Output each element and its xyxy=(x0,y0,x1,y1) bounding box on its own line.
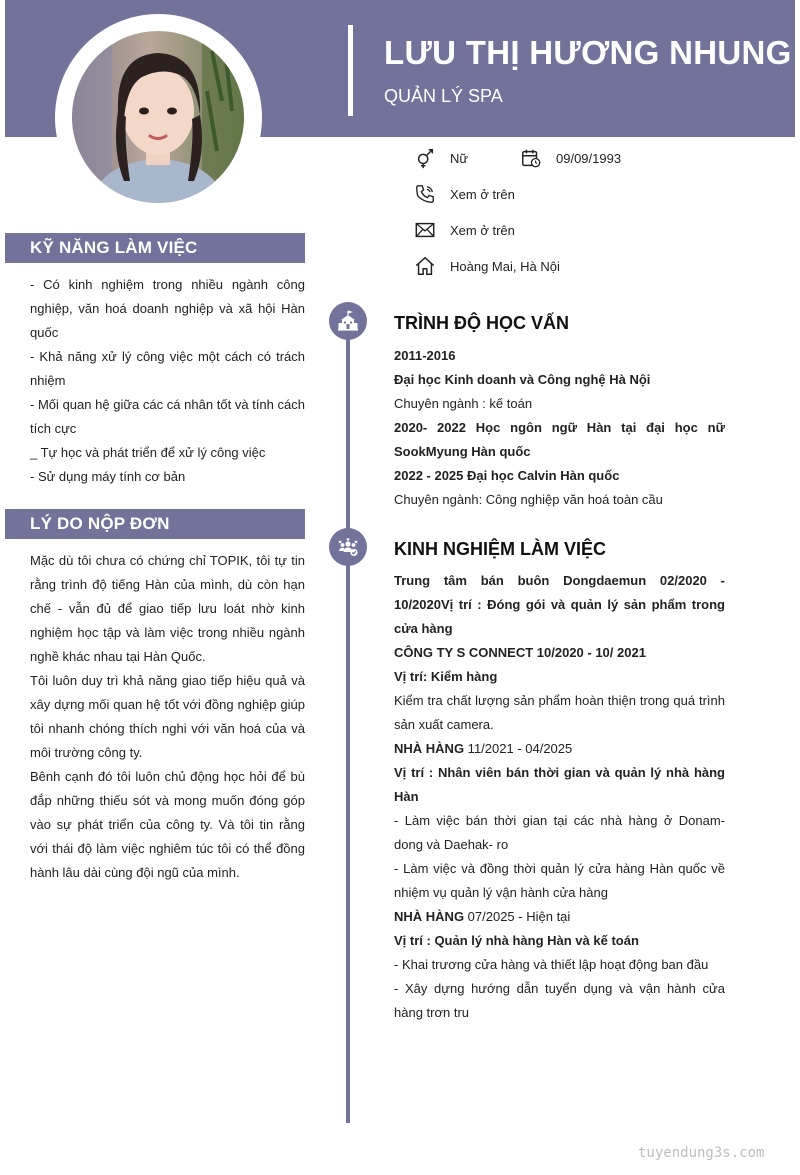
experience-description: - Xây dựng hướng dẫn tuyển dụng và vận hành cửa hàng trơn tru xyxy=(394,981,725,1020)
experience-period: 11/2021 - 04/2025 xyxy=(464,741,573,756)
experience-description: - Khai trương cửa hàng và thiết lập hoạt động ban đầu xyxy=(394,957,709,972)
skill-item: - Có kinh nghiệm trong nhiều ngành công nghiệp, văn hoá doanh nghiệp và xã hội Hàn quốc xyxy=(30,277,305,340)
skills-list xyxy=(30,273,305,489)
calendar-icon xyxy=(520,147,542,169)
experience-description: - Làm việc bán thời gian tại các nhà hàng ở Donam- dong và Daehak- ro xyxy=(394,813,725,852)
contact-phone xyxy=(414,182,515,206)
avatar xyxy=(72,31,244,203)
education-content xyxy=(394,344,725,512)
experience-role: Vị trí : Nhân viên bán thời gian và quản lý nhà hàng Hàn xyxy=(394,765,725,804)
reason-paragraph: Tôi luôn duy trì khả năng giao tiếp hiệu quả và xây dựng mối quan hệ tốt với đồng nghiệp giúp tôi nhanh chóng thích nghi với văn hoá của và môi trường công ty. xyxy=(30,673,305,760)
experience-description: Kiểm tra chất lượng sản phẩm hoàn thiện trong quá trình sản xuất camera. xyxy=(394,693,725,732)
education-timeline-marker xyxy=(329,302,367,340)
experience-company: NHÀ HÀNG xyxy=(394,909,465,924)
team-icon xyxy=(336,535,360,559)
education-major: Chuyên ngành: Công nghiệp văn hoá toàn cầu xyxy=(394,492,663,507)
experience-job: Trung tâm bán buôn Dongdaemun 02/2020 - 10/2020Vị trí : Đóng gói và quản lý sản phẩm trong cửa hàng xyxy=(394,573,725,636)
reason-paragraph: Bênh cạnh đó tôi luôn chủ động học hỏi để bù đắp những thiếu sót và mong muốn đóng góp vào sự phát triển của công ty. Và tôi tin rằng với thái độ làm việc nghiêm túc tôi có thể đồng hành lâu dài cùng đội ngũ của mình. xyxy=(30,769,305,880)
experience-timeline-marker xyxy=(329,528,367,566)
experience-company: NHÀ HÀNG xyxy=(394,741,465,756)
home-icon xyxy=(414,255,436,277)
phone-value: Xem ở trên xyxy=(450,186,515,202)
header-divider xyxy=(348,25,353,116)
education-school: Đại học Kinh doanh và Công nghệ Hà Nội xyxy=(394,372,651,387)
address-value: Hoàng Mai, Hà Nội xyxy=(450,258,560,274)
envelope-icon xyxy=(414,219,436,241)
birthdate-value: 09/09/1993 xyxy=(556,150,622,166)
contact-address xyxy=(414,254,560,278)
education-major: Chuyên ngành : kế toán xyxy=(394,396,533,411)
school-icon xyxy=(336,309,360,333)
experience-job xyxy=(394,737,725,761)
experience-job xyxy=(394,905,725,929)
timeline-line xyxy=(346,320,350,1123)
experience-description: - Làm việc và đồng thời quản lý cửa hàng Hàn quốc về nhiệm vụ quản lý vận hành cửa hàng xyxy=(394,861,725,900)
contact-birthdate xyxy=(520,146,621,170)
avatar-photo xyxy=(72,31,244,203)
candidate-name: LƯU THỊ HƯƠNG NHUNG xyxy=(384,34,792,71)
education-entry: 2020- 2022 Học ngôn ngữ Hàn tại đại học nữ SookMyung Hàn quốc xyxy=(394,420,725,459)
education-period: 2011-2016 xyxy=(394,348,456,363)
contact-email xyxy=(414,218,515,242)
experience-role: Vị trí: Kiểm hàng xyxy=(394,669,498,684)
gender-icon xyxy=(414,147,436,169)
education-entry: 2022 - 2025 Đại học Calvin Hàn quốc xyxy=(394,468,620,483)
experience-job: CÔNG TY S CONNECT 10/2020 - 10/ 2021 xyxy=(394,645,646,660)
watermark: tuyendung3s.com xyxy=(638,1145,765,1161)
email-value: Xem ở trên xyxy=(450,222,515,238)
experience-content xyxy=(394,569,725,1025)
contact-gender xyxy=(414,146,468,170)
experience-period: 07/2025 - Hiện tại xyxy=(464,909,571,924)
experience-role: Vị trí : Quản lý nhà hàng Hàn và kế toán xyxy=(394,933,639,948)
gender-value: Nữ xyxy=(450,150,469,166)
phone-icon xyxy=(414,183,436,205)
skill-item: - Mối quan hệ giữa các cá nhân tốt và tính cách tích cực xyxy=(30,397,305,436)
skill-item: - Sử dụng máy tính cơ bản xyxy=(30,469,186,484)
education-section-title: TRÌNH ĐỘ HỌC VẤN xyxy=(394,313,569,333)
skills-section-title: KỸ NĂNG LÀM VIỆC xyxy=(5,233,305,263)
reason-text xyxy=(30,549,305,885)
skill-item: _ Tự học và phát triển để xử lý công việc xyxy=(30,445,266,460)
job-title: QUẢN LÝ SPA xyxy=(384,86,503,106)
reason-section-title: LÝ DO NỘP ĐƠN xyxy=(5,509,305,539)
reason-paragraph: Mặc dù tôi chưa có chứng chỉ TOPIK, tôi tự tin rằng trình độ tiếng Hàn của mình, dù còn hạn chế - vẫn đủ để giao tiếp lưu loát nhờ kinh nghiệm học tập và làm việc trong nhiều ngành nghề khác nhau tại Hàn Quốc. xyxy=(30,553,305,664)
experience-section-title: KINH NGHIỆM LÀM VIỆC xyxy=(394,539,607,559)
skill-item: - Khả năng xử lý công việc một cách có trách nhiệm xyxy=(30,349,305,388)
